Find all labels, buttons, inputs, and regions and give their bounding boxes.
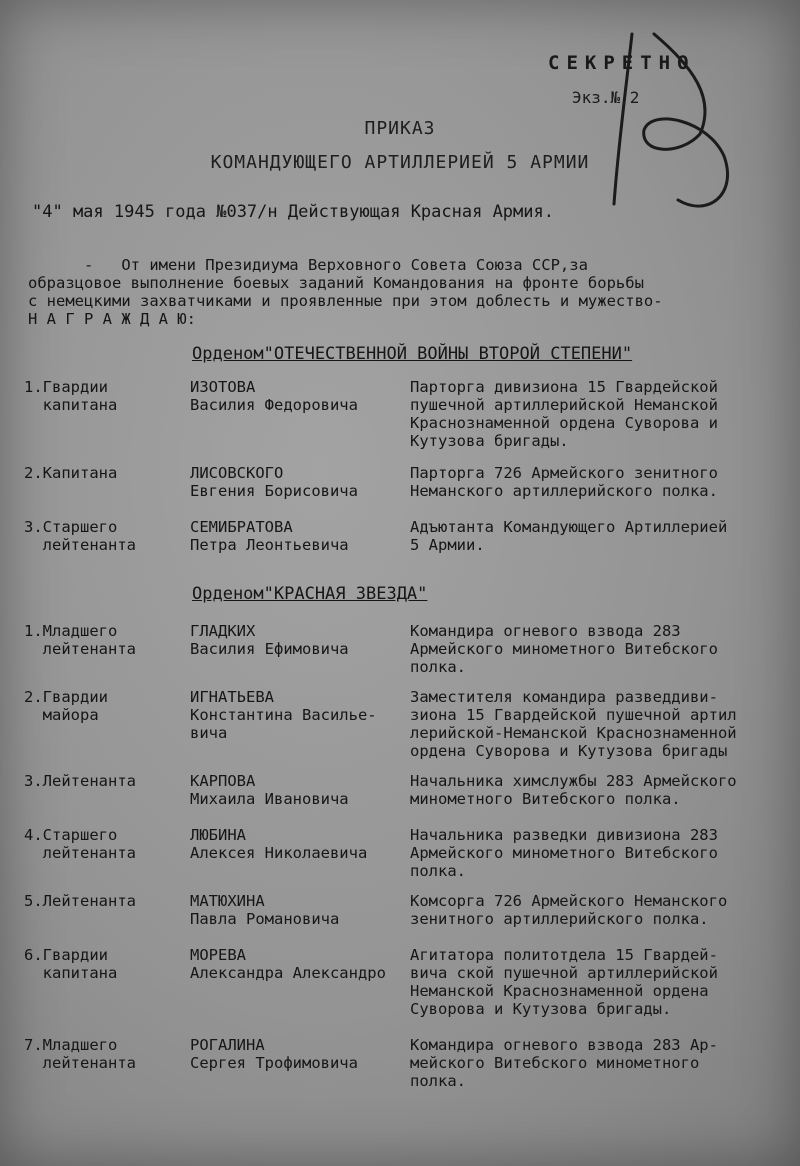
order-heading: Орденом"КРАСНАЯ ЗВЕЗДА" bbox=[192, 584, 428, 604]
entry-rank: 5.Лейтенанта bbox=[24, 892, 136, 910]
entry-position: Командира огневого взвода 283 Ар- мейского Витебского минометного полка. bbox=[410, 1036, 718, 1090]
entry-rank: 6.Гвардии капитана bbox=[24, 946, 118, 982]
entry-name: ГЛАДКИХ Василия Ефимовича bbox=[190, 622, 349, 658]
entry-rank: 1.Гвардии капитана bbox=[24, 378, 118, 414]
entry-rank: 1.Младшего лейтенанта bbox=[24, 622, 136, 658]
secrecy-stamp: СЕКРЕТНО bbox=[548, 52, 696, 74]
order-heading: Орденом"ОТЕЧЕСТВЕННОЙ ВОЙНЫ ВТОРОЙ СТЕПЕНИ" bbox=[192, 344, 633, 364]
document-subtitle: КОМАНДУЮЩЕГО АРТИЛЛЕРИЕЙ 5 АРМИИ bbox=[210, 152, 590, 173]
entry-rank: 2.Гвардии майора bbox=[24, 688, 108, 724]
entry-position: Агитатора политотдела 15 Гвардей- вича ской пушечной артиллерийской Неманской Краснознаменной ордена Суворова и Кутузова бригады. bbox=[410, 946, 718, 1018]
intro-paragraph: - От имени Президиума Верховного Совета Союза ССР,за образцовое выполнение боевых заданий Командования на фронте борьбы с немецкими захватчиками и проявленные при этом доблесть и мужество- Н А Г Р А Ж Д А Ю: bbox=[28, 256, 663, 328]
entry-name: МОРЕВА Александра Александро bbox=[190, 946, 386, 982]
entry-rank: 2.Капитана bbox=[24, 464, 118, 482]
entry-rank: 3.Старшего лейтенанта bbox=[24, 518, 136, 554]
entry-position: Начальника разведки дивизиона 283 Армейского минометного Витебского полка. bbox=[410, 826, 718, 880]
entry-name: ЛИСОВСКОГО Евгения Борисовича bbox=[190, 464, 358, 500]
entry-position: Комсорга 726 Армейского Неманского зенитного артиллерийского полка. bbox=[410, 892, 728, 928]
date-line: "4" мая 1945 года №037/н Действующая Красная Армия. bbox=[32, 202, 554, 222]
entry-position: Командира огневого взвода 283 Армейского минометного Витебского полка. bbox=[410, 622, 718, 676]
entry-name: РОГАЛИНА Сергея Трофимовича bbox=[190, 1036, 358, 1072]
entry-name: МАТЮХИНА Павла Романовича bbox=[190, 892, 340, 928]
entry-position: Заместителя командира разведдиви- зиона 15 Гвардейской пушечной артил лерийской-Неманской Краснознаменной ордена Суворова и Кутузова бригады bbox=[410, 688, 737, 760]
entry-position: Начальника химслужбы 283 Армейского минометного Витебского полка. bbox=[410, 772, 737, 808]
entry-position: Парторга дивизиона 15 Гвардейской пушечной артиллерийской Неманской Краснознаменной ордена Суворова и Кутузова бригады. bbox=[410, 378, 718, 450]
entry-rank: 4.Старшего лейтенанта bbox=[24, 826, 136, 862]
copy-number: Экз.№ 2 bbox=[572, 88, 640, 107]
entry-name: КАРПОВА Михаила Ивановича bbox=[190, 772, 349, 808]
entry-position: Адъютанта Командующего Артиллерией 5 Армии. bbox=[410, 518, 728, 554]
entry-rank: 3.Лейтенанта bbox=[24, 772, 136, 790]
document-title: ПРИКАЗ bbox=[364, 118, 436, 139]
entry-name: СЕМИБРАТОВА Петра Леонтьевича bbox=[190, 518, 349, 554]
entry-name: ЛЮБИНА Алексея Николаевича bbox=[190, 826, 368, 862]
entry-rank: 7.Младшего лейтенанта bbox=[24, 1036, 136, 1072]
entry-position: Парторга 726 Армейского зенитного Неманского артиллерийского полка. bbox=[410, 464, 718, 500]
entry-name: ИГНАТЬЕВА Константина Васильe- вича bbox=[190, 688, 377, 742]
entry-name: ИЗОТОВА Василия Федоровича bbox=[190, 378, 358, 414]
